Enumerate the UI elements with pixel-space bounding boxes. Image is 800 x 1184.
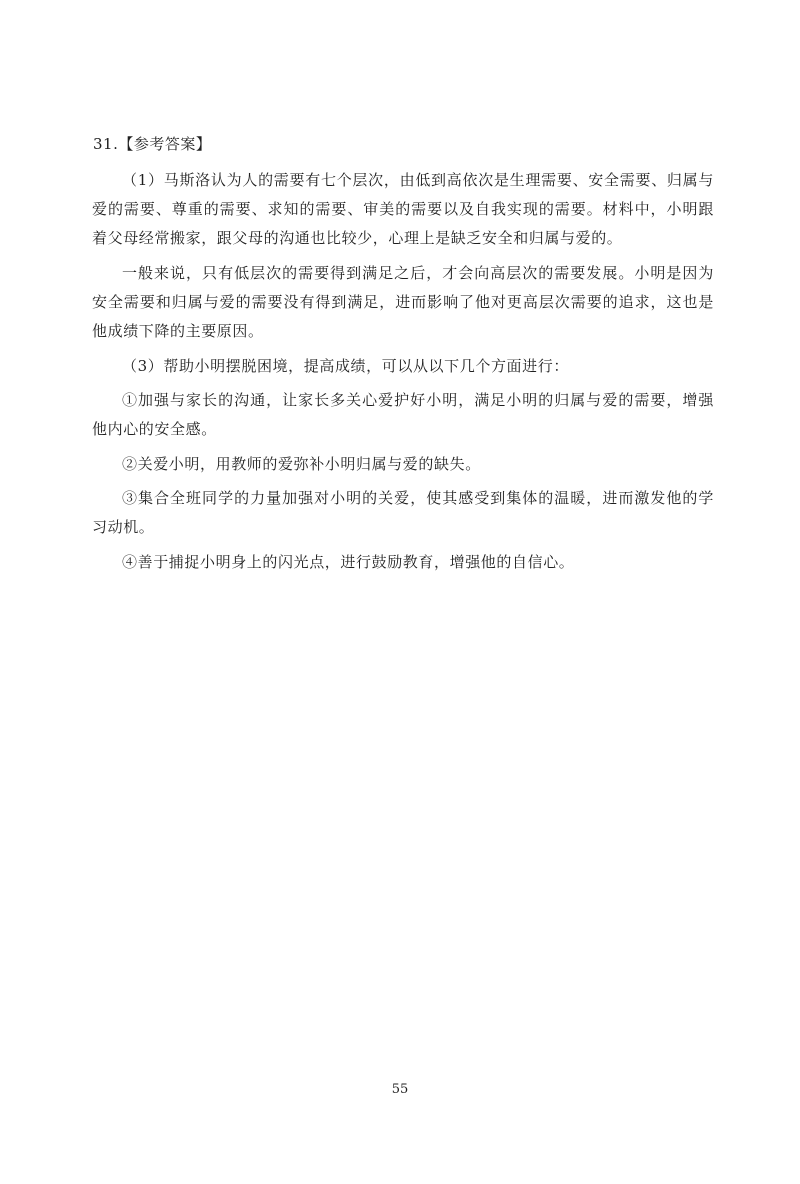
paragraph-help-intro: （3）帮助小明摆脱困境，提高成绩，可以从以下几个方面进行： — [122, 357, 569, 375]
page-number: 55 — [391, 1082, 409, 1097]
paragraph-measure-4: ④善于捕捉小明身上的闪光点，进行鼓励教育，增强他的自信心。 — [122, 553, 575, 571]
paragraph-measure-1: ①加强与家长的沟通，让家长多关心爱护好小明，满足小明的归属与爱的需要，增强他内心的安全感。 — [92, 391, 714, 438]
paragraph-measure-2: ②关爱小明，用教师的爱弥补小明归属与爱的缺失。 — [122, 455, 481, 473]
paragraph-need-analysis: 一般来说，只有低层次的需要得到满足之后，才会向高层次的需要发展。小明是因为安全需要和归属与爱的需要没有得到满足，进而影响了他对更高层次需要的追求，这也是他成绩下降的主要原因。 — [92, 264, 714, 340]
answer-heading: 31.【参考答案】 — [93, 135, 212, 153]
paragraph-maslow-hierarchy: （1）马斯洛认为人的需要有七个层次，由低到高依次是生理需要、安全需要、归属与爱的需要、尊重的需要、求知的需要、审美的需要以及自我实现的需要。材料中，小明跟着父母经常搬家，跟父母的沟通也比较少，心理上是缺乏安全和归属与爱的。 — [92, 171, 714, 247]
answer-body — [92, 166, 714, 583]
paragraph-measure-3: ③集合全班同学的力量加强对小明的关爱，使其感受到集体的温暖，进而激发他的学习动机。 — [92, 489, 714, 536]
